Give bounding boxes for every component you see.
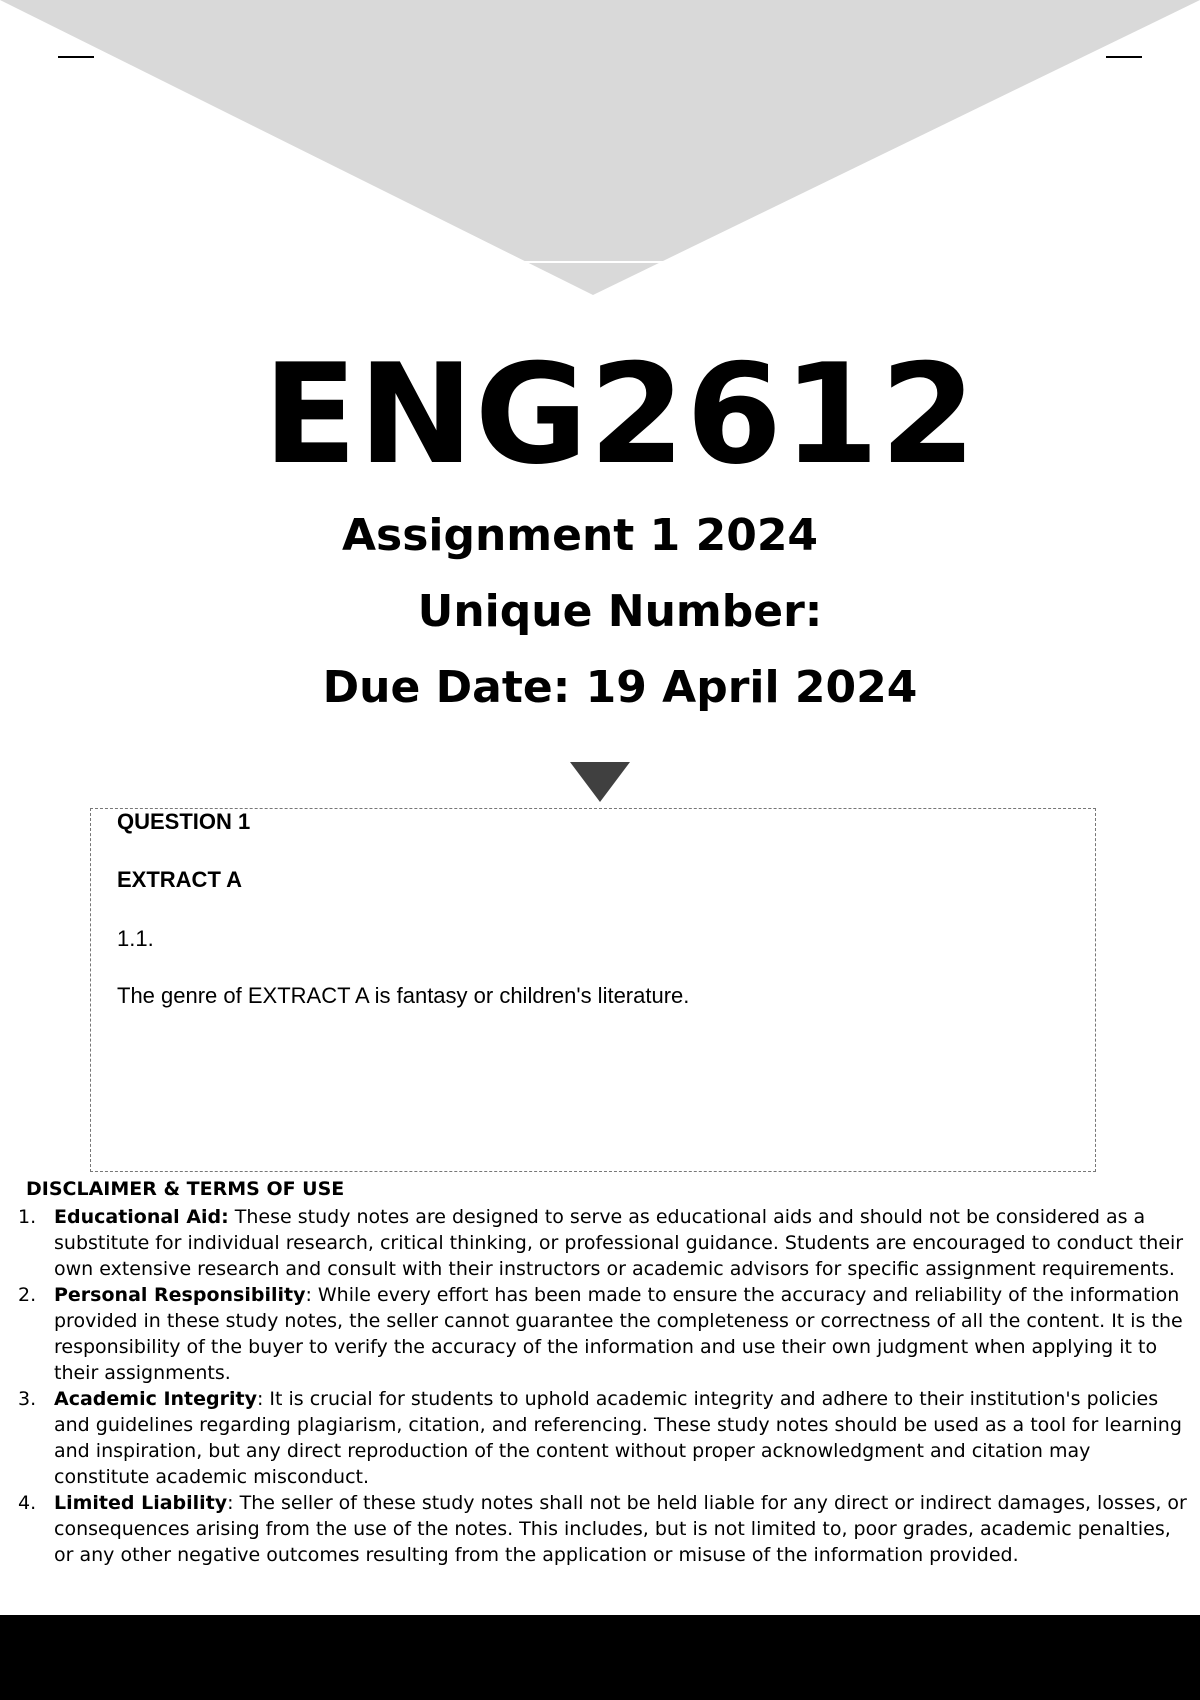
- item-title: Personal Responsibility: [54, 1284, 306, 1306]
- item-number: 2.: [18, 1284, 37, 1306]
- item-number: 1.: [18, 1206, 37, 1228]
- list-item: [0, 1204, 1190, 1282]
- unique-number-label: Unique Number:: [417, 586, 823, 637]
- item-text: These study notes are designed to serve as educational aids and should not be considered as a substitute for individual research, critical thinking, or professional guidance. Students are encouraged to conduct their own extensive research and consult with their instructors or academic advisors for specific assignment requirements.: [54, 1206, 1184, 1280]
- top-chevron-banner: [0, 0, 1200, 300]
- bottom-bar: [0, 1615, 1200, 1700]
- question-box: [90, 808, 1096, 1172]
- list-item: [0, 1282, 1190, 1386]
- list-item: [0, 1386, 1190, 1490]
- assignment-title: Assignment 1 2024: [341, 510, 819, 561]
- course-code: ENG2612: [262, 334, 978, 495]
- item-text: : The seller of these study notes shall not be held liable for any direct or indirect damages, losses, or consequences arising from the use of the notes. This includes, but is not limited to, poor grades, academic penalties, or any other negative outcomes resulting from the application or misuse of the information provided.: [54, 1492, 1187, 1566]
- down-arrow-icon: [570, 762, 630, 804]
- list-item: [0, 1490, 1190, 1568]
- item-text: : While every effort has been made to ensure the accuracy and reliability of the information provided in these study notes, the seller cannot guarantee the completeness or correctness of all the content. It is the responsibility of the buyer to verify the accuracy of the information and use their own judgment when applying it to their assignments.: [54, 1284, 1183, 1384]
- item-title: Limited Liability: [54, 1492, 228, 1514]
- question-number: 1.1.: [117, 926, 154, 951]
- question-heading: QUESTION 1: [117, 809, 251, 834]
- item-title: Educational Aid:: [54, 1206, 229, 1228]
- disclaimer-list: [0, 1204, 1190, 1568]
- item-text: : It is crucial for students to uphold academic integrity and adhere to their institution's policies and guidelines regarding plagiarism, citation, and referencing. These study notes should be used as a tool for learning and inspiration, but any direct reproduction of the content without proper acknowledgment and citation may constitute academic misconduct.: [54, 1388, 1182, 1488]
- corner-mark-right: [1106, 56, 1142, 58]
- item-number: 4.: [18, 1492, 37, 1514]
- item-title: Academic Integrity: [54, 1388, 257, 1410]
- disclaimer-heading: DISCLAIMER & TERMS OF USE: [26, 1178, 345, 1200]
- corner-mark-left: [58, 56, 94, 58]
- extract-label: EXTRACT A: [117, 867, 243, 892]
- item-number: 3.: [18, 1388, 37, 1410]
- due-date: Due Date: 19 April 2024: [322, 662, 918, 713]
- answer-text: The genre of EXTRACT A is fantasy or children's literature.: [117, 983, 690, 1008]
